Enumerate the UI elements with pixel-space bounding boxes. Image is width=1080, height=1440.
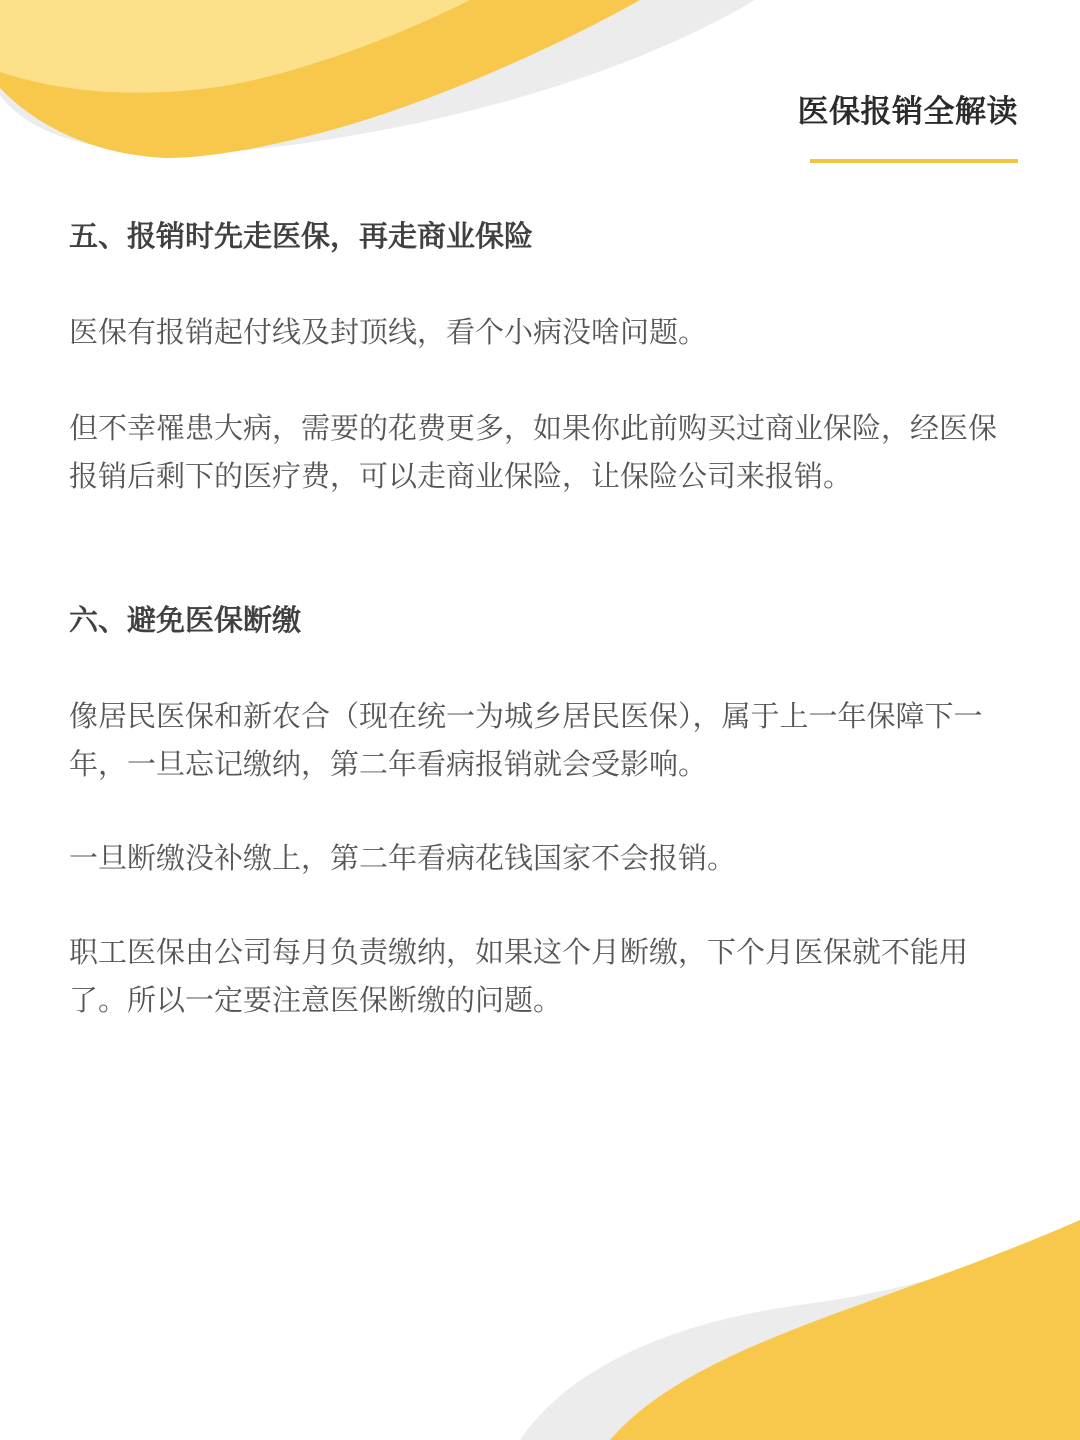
paragraph: 医保有报销起付线及封顶线，看个小病没啥问题。 [69, 315, 708, 349]
section-six [69, 598, 1014, 1024]
top-decorative-wave [0, 0, 780, 170]
paragraph: 职工医保由公司每月负责缴纳，如果这个月断缴，下个月医保就不能用了。所以一定要注意医保断缴的问题。 [69, 935, 969, 1017]
bottom-decorative-wave [520, 1220, 1080, 1440]
section-heading: 六、避免医保断缴 [69, 603, 302, 637]
page-title: 医保报销全解读 [797, 94, 1018, 130]
paragraph: 但不幸罹患大病，需要的花费更多，如果你此前购买过商业保险，经医保报销后剩下的医疗费，可以走商业保险，让保险公司来报销。 [69, 411, 998, 493]
paragraph: 一旦断缴没补缴上，第二年看病花钱国家不会报销。 [69, 841, 737, 875]
section-heading: 五、报销时先走医保，再走商业保险 [69, 219, 534, 253]
title-underline [810, 159, 1018, 163]
paragraph: 像居民医保和新农合（现在统一为城乡居民医保），属于上一年保障下一年，一旦忘记缴纳，第二年看病报销就会受影响。 [69, 699, 983, 781]
section-five [69, 214, 1014, 500]
